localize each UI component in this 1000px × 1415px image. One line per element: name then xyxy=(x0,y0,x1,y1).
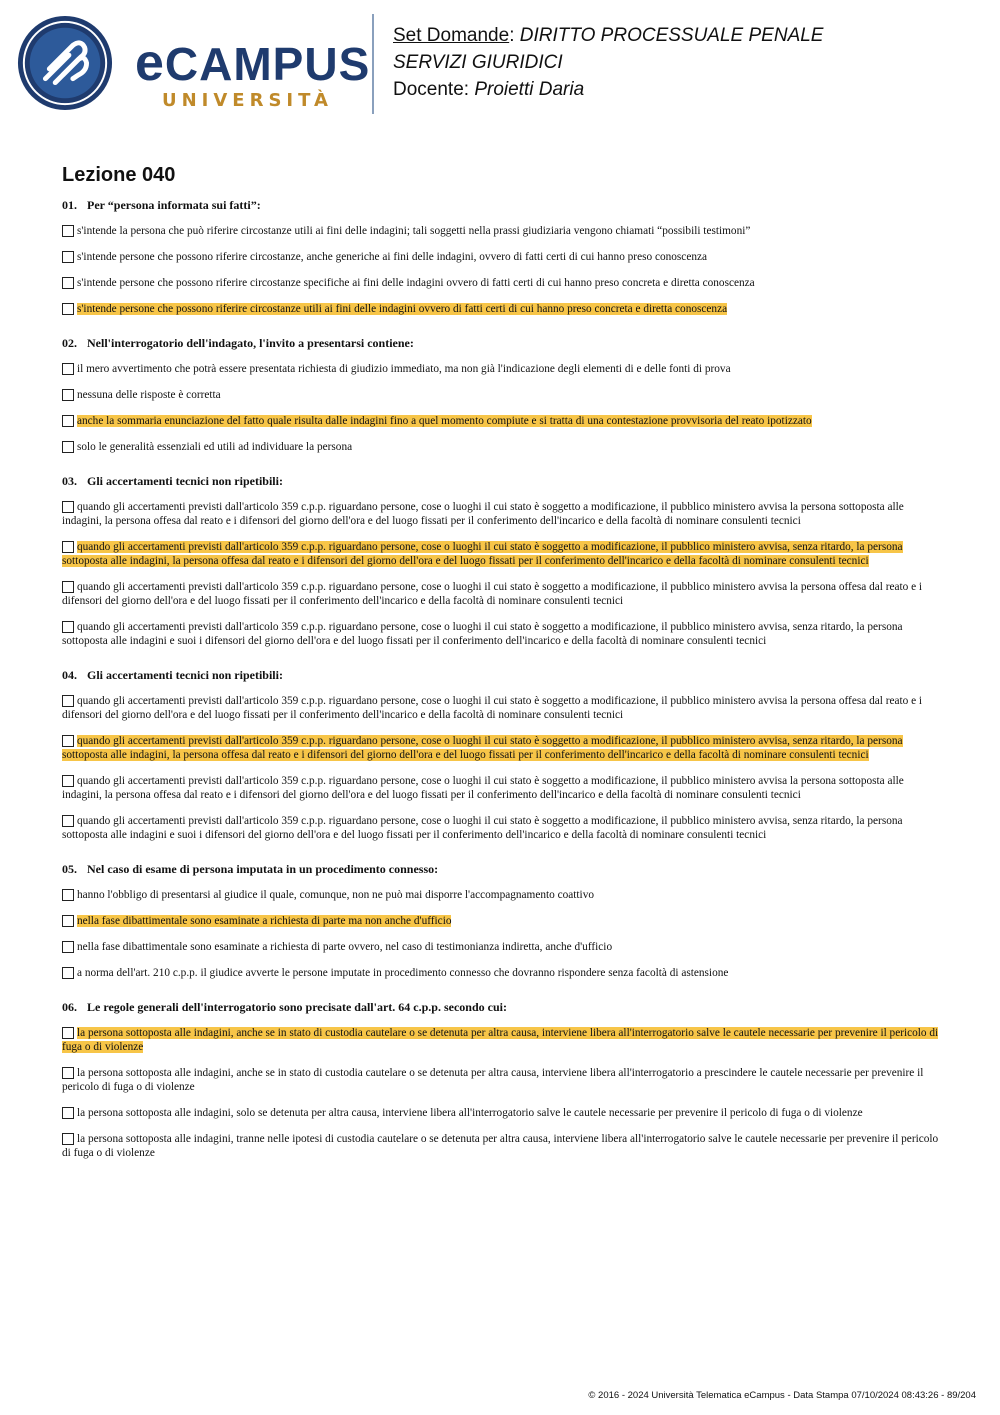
answer-text: quando gli accertamenti previsti dall'articolo 359 c.p.p. riguardano persone, cose o luoghi il cui stato è soggetto a modificazione, il pubblico ministero avvisa la persona offesa dal reato e i difensori del giorno dell'ora e del luogo fissati per il conferimento dell'incarico e della facoltà di nominare consulenti tecnici xyxy=(62,581,923,607)
question-text: Nell'interrogatorio dell'indagato, l'invito a presentarsi contiene: xyxy=(87,336,414,350)
answer-text: solo le generalità essenziali ed utili ad individuare la persona xyxy=(77,441,353,453)
answer-option[interactable] xyxy=(62,440,940,454)
answer-option[interactable] xyxy=(62,224,940,238)
page-footer: © 2016 - 2024 Università Telematica eCampus - Data Stampa 07/10/2024 08:43:26 - 89/204 xyxy=(588,1390,976,1401)
header-info: Set Domande: DIRITTO PROCESSUALE PENALE SERVIZI GIURIDICI Docente: Proietti Daria xyxy=(393,25,824,100)
checkbox-icon[interactable] xyxy=(62,775,74,787)
checkbox-icon[interactable] xyxy=(62,251,74,263)
answer-option[interactable] xyxy=(62,1066,940,1094)
answer-option[interactable] xyxy=(62,388,940,402)
checkbox-icon[interactable] xyxy=(62,501,74,513)
checkbox-icon[interactable] xyxy=(62,915,74,927)
answer-option[interactable] xyxy=(62,966,940,980)
subject-line-2: SERVIZI GIURIDICI xyxy=(393,52,563,73)
question-number: 06. xyxy=(62,1000,77,1014)
question-text: Per “persona informata sui fatti”: xyxy=(87,198,261,212)
answer-option[interactable] xyxy=(62,302,940,316)
answer-option[interactable] xyxy=(62,774,940,802)
answer-option[interactable] xyxy=(62,414,940,428)
checkbox-icon[interactable] xyxy=(62,225,74,237)
ecampus-logo-icon xyxy=(16,14,114,112)
teacher-label: Docente: xyxy=(393,79,475,100)
teacher-name: Proietti Daria xyxy=(474,79,585,100)
checkbox-icon[interactable] xyxy=(62,1067,74,1079)
page-header xyxy=(0,0,1000,130)
question-block xyxy=(62,1000,940,1160)
answer-option[interactable] xyxy=(62,940,940,954)
question-number: 04. xyxy=(62,668,77,682)
checkbox-icon[interactable] xyxy=(62,541,74,553)
checkbox-icon[interactable] xyxy=(62,1133,74,1145)
checkbox-icon[interactable] xyxy=(62,815,74,827)
answer-text-highlighted: nella fase dibattimentale sono esaminate a richiesta di parte ma non anche d'ufficio xyxy=(77,915,452,927)
answer-text: s'intende persone che possono riferire circostanze specifiche ai fini delle indagini ovvero di fatti certi di cui hanno preso concreta e diretta conoscenza xyxy=(77,277,755,289)
answer-option[interactable] xyxy=(62,620,940,648)
checkbox-icon[interactable] xyxy=(62,363,74,375)
answer-text: la persona sottoposta alle indagini, solo se detenuta per altra causa, interviene libera all'interrogatorio salve le cautele necessarie per prevenire il pericolo di fuga o di violenze xyxy=(77,1107,863,1119)
question-block xyxy=(62,474,940,648)
answer-option[interactable] xyxy=(62,1106,940,1120)
answer-text: nessuna delle risposte è corretta xyxy=(77,389,221,401)
checkbox-icon[interactable] xyxy=(62,735,74,747)
answer-text: hanno l'obbligo di presentarsi al giudice il quale, comunque, non ne può mai disporre l'accompagnamento coattivo xyxy=(77,889,594,901)
question-title xyxy=(62,198,940,213)
question-list xyxy=(62,198,940,1160)
answer-option[interactable] xyxy=(62,362,940,376)
answer-text: quando gli accertamenti previsti dall'articolo 359 c.p.p. riguardano persone, cose o luoghi il cui stato è soggetto a modificazione, il pubblico ministero avvisa la persona sottoposta alle indagini, la persona offesa dal reato e i difensori del giorno dell'ora e del luogo fissati per il conferimento dell'incarico e della facoltà di nominare consulenti tecnici xyxy=(62,501,904,527)
answer-option[interactable] xyxy=(62,250,940,264)
answer-option[interactable] xyxy=(62,914,940,928)
answer-text: s'intende persone che possono riferire circostanze, anche generiche ai fini delle indagini, ovvero di fatti certi di cui hanno preso conoscenza xyxy=(77,251,708,263)
answer-text-highlighted: quando gli accertamenti previsti dall'articolo 359 c.p.p. riguardano persone, cose o luoghi il cui stato è soggetto a modificazione, il pubblico ministero avvisa, senza ritardo, la persona sottoposta alle indagini, la persona offesa dal reato e i difensori del giorno dell'ora e del luogo fissati per il conferimento dell'incarico e della facoltà di nominare consulenti tecnici xyxy=(62,735,903,761)
answer-text-highlighted: quando gli accertamenti previsti dall'articolo 359 c.p.p. riguardano persone, cose o luoghi il cui stato è soggetto a modificazione, il pubblico ministero avvisa, senza ritardo, la persona sottoposta alle indagini, la persona offesa dal reato e i difensori del giorno dell'ora e del luogo fissati per il conferimento dell'incarico e della facoltà di nominare consulenti tecnici xyxy=(62,541,903,567)
subject-line-1: DIRITTO PROCESSUALE PENALE xyxy=(519,25,824,46)
answer-option[interactable] xyxy=(62,694,940,722)
header-divider xyxy=(372,14,374,114)
answer-option[interactable] xyxy=(62,276,940,290)
answer-text: la persona sottoposta alle indagini, anche se in stato di custodia cautelare o se detenuta per altra causa, interviene libera all'interrogatorio a prescindere le cautele necessarie per prevenire il pericolo di fuga o di violenze xyxy=(62,1067,924,1093)
checkbox-icon[interactable] xyxy=(62,967,74,979)
answer-option[interactable] xyxy=(62,1132,940,1160)
answer-text: la persona sottoposta alle indagini, tranne nelle ipotesi di custodia cautelare o se detenuta per altra causa, interviene libera all'interrogatorio salve le cautele necessarie per prevenire il pericolo di fuga o di violenze xyxy=(62,1133,939,1159)
checkbox-icon[interactable] xyxy=(62,441,74,453)
answer-text: s'intende la persona che può riferire circostanze utili ai fini delle indagini; tali soggetti nella prassi giudiziaria vengono chiamati “possibili testimoni” xyxy=(77,225,751,237)
answer-text: quando gli accertamenti previsti dall'articolo 359 c.p.p. riguardano persone, cose o luoghi il cui stato è soggetto a modificazione, il pubblico ministero avvisa, senza ritardo, la persona sottoposta alle indagini e suoi i difensori del giorno dell'ora e del luogo fissati per il conferimento dell'incarico e della facoltà di nominare consulenti tecnici xyxy=(62,621,903,647)
question-block xyxy=(62,198,940,316)
answer-option[interactable] xyxy=(62,734,940,762)
answer-text: a norma dell'art. 210 c.p.p. il giudice avverte le persone imputate in procedimento connesso che dovranno rispondere senza facoltà di astensione xyxy=(77,967,729,979)
brand-subtitle: UNIVERSITÀ xyxy=(162,90,333,111)
answer-option[interactable] xyxy=(62,580,940,608)
question-title xyxy=(62,474,940,489)
question-set xyxy=(62,162,940,1180)
checkbox-icon[interactable] xyxy=(62,889,74,901)
question-title xyxy=(62,1000,940,1015)
lesson-title: Lezione 040 xyxy=(62,164,176,186)
answer-text-highlighted: s'intende persone che possono riferire circostanze utili ai fini delle indagini ovvero di fatti certi di cui hanno preso concreta e diretta conoscenza xyxy=(77,303,728,315)
checkbox-icon[interactable] xyxy=(62,695,74,707)
checkbox-icon[interactable] xyxy=(62,941,74,953)
question-title xyxy=(62,336,940,351)
checkbox-icon[interactable] xyxy=(62,581,74,593)
question-title xyxy=(62,668,940,683)
set-label: Set Domande xyxy=(393,25,510,46)
checkbox-icon[interactable] xyxy=(62,621,74,633)
answer-text: il mero avvertimento che potrà essere presentata richiesta di giudizio immediato, ma non già l'indicazione degli elementi di e delle fonti di prova xyxy=(77,363,731,375)
question-block xyxy=(62,862,940,980)
answer-text-highlighted: anche la sommaria enunciazione del fatto quale risulta dalle indagini fino a quel momento compiute e si tratta di una contestazione provvisoria del reato ipotizzato xyxy=(77,415,812,427)
answer-text: quando gli accertamenti previsti dall'articolo 359 c.p.p. riguardano persone, cose o luoghi il cui stato è soggetto a modificazione, il pubblico ministero avvisa, senza ritardo, la persona sottoposta alle indagini e suoi i difensori del giorno dell'ora e del luogo fissati per il conferimento dell'incarico e della facoltà di nominare consulenti tecnici xyxy=(62,815,903,841)
question-number: 01. xyxy=(62,198,77,212)
answer-text: quando gli accertamenti previsti dall'articolo 359 c.p.p. riguardano persone, cose o luoghi il cui stato è soggetto a modificazione, il pubblico ministero avvisa la persona offesa dal reato e i difensori del giorno dell'ora e del luogo fissati per il conferimento dell'incarico e della facoltà di nominare consulenti tecnici xyxy=(62,695,923,721)
question-text: Gli accertamenti tecnici non ripetibili: xyxy=(87,474,283,488)
answer-option[interactable] xyxy=(62,888,940,902)
question-block xyxy=(62,336,940,454)
question-number: 05. xyxy=(62,862,77,876)
answer-text-highlighted: la persona sottoposta alle indagini, anche se in stato di custodia cautelare o se detenuta per altra causa, interviene libera all'interrogatorio salve le cautele necessarie per prevenire il pericolo di fuga o di violenze xyxy=(62,1027,939,1053)
checkbox-icon[interactable] xyxy=(62,277,74,289)
question-text: Le regole generali dell'interrogatorio sono precisate dall'art. 64 c.p.p. secondo cui: xyxy=(87,1000,507,1014)
answer-option[interactable] xyxy=(62,500,940,528)
question-text: Nel caso di esame di persona imputata in un procedimento connesso: xyxy=(87,862,439,876)
question-block xyxy=(62,668,940,842)
question-title xyxy=(62,862,940,877)
question-text: Gli accertamenti tecnici non ripetibili: xyxy=(87,668,283,682)
answer-option[interactable] xyxy=(62,540,940,568)
answer-text: quando gli accertamenti previsti dall'articolo 359 c.p.p. riguardano persone, cose o luoghi il cui stato è soggetto a modificazione, il pubblico ministero avvisa la persona sottoposta alle indagini, la persona offesa dal reato e i difensori del giorno dell'ora e del luogo fissati per il conferimento dell'incarico e della facoltà di nominare consulenti tecnici xyxy=(62,775,904,801)
brand-wordmark: eCAMPUS xyxy=(135,34,371,92)
checkbox-icon[interactable] xyxy=(62,303,74,315)
question-number: 03. xyxy=(62,474,77,488)
checkbox-icon[interactable] xyxy=(62,415,74,427)
checkbox-icon[interactable] xyxy=(62,1107,74,1119)
answer-option[interactable] xyxy=(62,814,940,842)
question-number: 02. xyxy=(62,336,77,350)
checkbox-icon[interactable] xyxy=(62,1027,74,1039)
answer-option[interactable] xyxy=(62,1026,940,1054)
checkbox-icon[interactable] xyxy=(62,389,74,401)
answer-text: nella fase dibattimentale sono esaminate a richiesta di parte ovvero, nel caso di testimonianza indiretta, anche d'ufficio xyxy=(77,941,613,953)
